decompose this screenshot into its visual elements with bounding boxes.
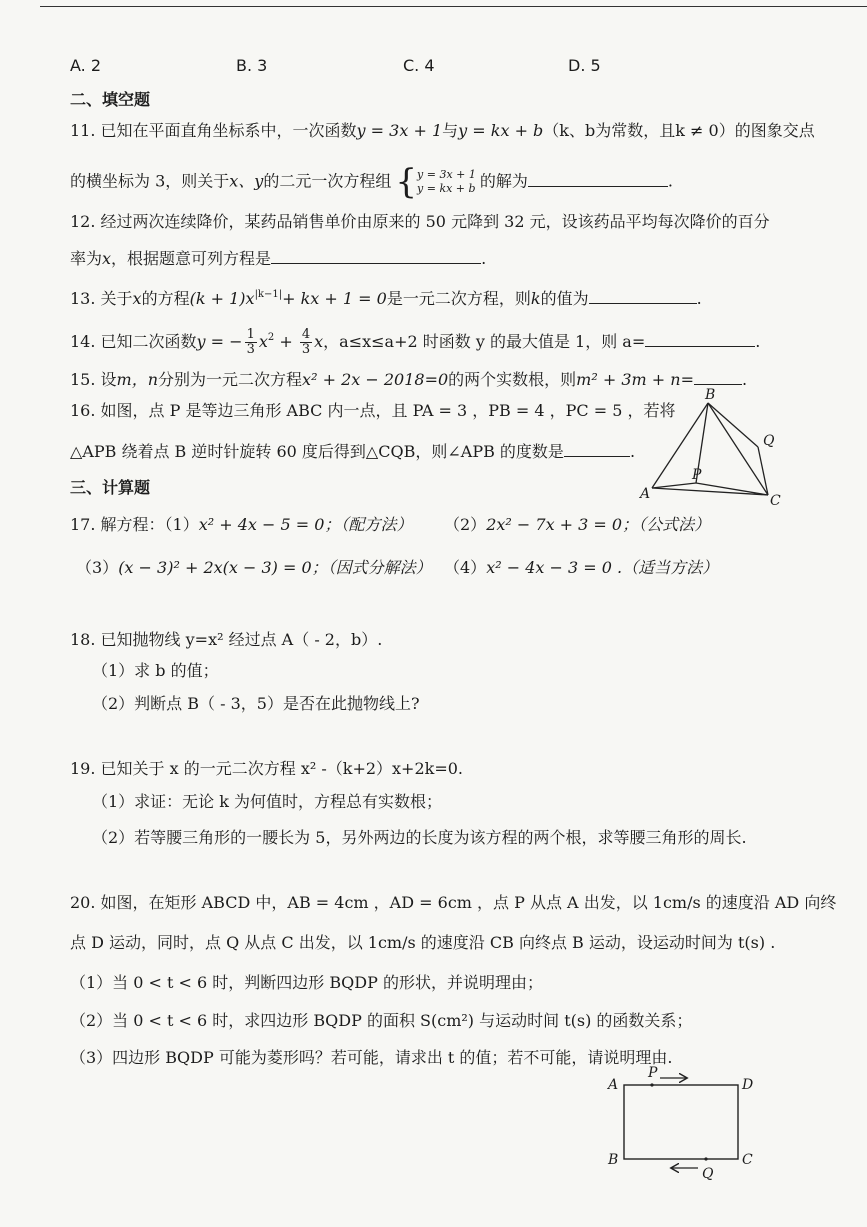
section-calc-title: 三、计算题	[70, 478, 151, 497]
q17-part3-label: （3）	[76, 558, 119, 577]
q18-line3: （2）判断点 B（ - 3，5）是否在此抛物线上?	[92, 694, 420, 713]
choice-d: D. 5	[568, 56, 601, 75]
q19-line3: （2）若等腰三角形的一腰长为 5，另外两边的长度为该方程的两个根，求等腰三角形的周长.	[92, 828, 747, 847]
q15-end: .	[741, 370, 748, 389]
q17-part1: x² + 4x − 5 = 0；（配方法）	[198, 515, 413, 534]
q13-text-b: 的方程	[141, 289, 190, 308]
q14-text-a: 14. 已知二次函数	[70, 332, 197, 351]
q14-x: x	[314, 332, 324, 351]
label-c: C	[742, 1152, 753, 1168]
q15-text-b: 分别为一元二次方程	[158, 370, 303, 389]
q14-y: y = −	[196, 332, 243, 351]
label-c: C	[770, 493, 781, 509]
q14-end: .	[755, 332, 761, 351]
label-q: Q	[702, 1166, 714, 1182]
q11-f2: y = kx + b	[458, 121, 544, 140]
q12-var: x	[102, 249, 112, 268]
label-q: Q	[763, 433, 775, 449]
label-a: A	[608, 1077, 619, 1093]
q17-part3	[76, 558, 432, 578]
q14-frac1-num: 1	[246, 327, 255, 342]
label-a: A	[640, 486, 651, 502]
q11-text-d: 的二元一次方程组	[263, 171, 392, 191]
label-b: B	[705, 387, 716, 403]
q11-line1	[70, 121, 815, 141]
q18-line1: 18. 已知抛物线 y=x² 经过点 A（ - 2，b）.	[70, 630, 383, 649]
q17-head: 17. 解方程：（1）	[70, 515, 199, 534]
q14-frac2-den: 3	[301, 342, 311, 357]
section-fill-title: 二、填空题	[70, 90, 151, 109]
q17-part4	[444, 558, 718, 578]
q13-text-c: 是一元二次方程，则	[386, 289, 531, 308]
choice-b: B. 3	[236, 56, 268, 75]
q14-frac2-num: 4	[301, 327, 311, 342]
q14-frac1-den: 3	[246, 342, 255, 357]
q13-text-a: 13. 关于	[70, 289, 133, 308]
q13-end: .	[696, 289, 702, 308]
q12-end: .	[481, 249, 487, 268]
q16-answer-blank[interactable]	[564, 440, 630, 457]
q14-frac2	[300, 328, 312, 357]
top-border	[40, 6, 867, 7]
label-p: P	[648, 1065, 658, 1081]
q11-mid: 与	[442, 121, 459, 140]
q12-line2	[70, 247, 486, 269]
q16-line2	[70, 440, 635, 462]
q20-line4: （2）当 0 < t < 6 时，求四边形 BQDP 的面积 S(cm²) 与运动时间 t(s) 的函数关系；	[70, 1011, 693, 1030]
q15-text-a: 15. 设	[70, 370, 117, 389]
q11-end: .	[667, 171, 673, 191]
point-q	[704, 1157, 707, 1160]
q14-plus: +	[274, 332, 298, 351]
q19-line1: 19. 已知关于 x 的一元二次方程 x² -（k+2）x+2k=0.	[70, 759, 464, 778]
q20-figure	[600, 1065, 770, 1185]
q17-part2-label: （2）	[444, 515, 487, 534]
q14-x2: x	[258, 332, 268, 351]
q13-exponent: |k−1|	[254, 289, 283, 300]
label-b: B	[608, 1152, 619, 1168]
q11-text-a: 11. 已知在平面直角坐标系中，一次函数	[70, 121, 357, 140]
q11-f1: y = 3x + 1	[356, 121, 443, 140]
q13-text-d: 的值为	[540, 289, 589, 308]
edge-pa	[652, 483, 696, 488]
q11-text-b: （k、b为常数，且k ≠ 0）的图象交点	[543, 121, 815, 140]
q15-equation: x² + 2x − 2018=0	[302, 370, 449, 389]
q11-text-c: 的横坐标为 3，则关于	[70, 171, 230, 191]
q16-text: △APB 绕着点 B 逆时针旋转 60 度后得到△CQB，则∠APB 的度数是	[70, 442, 564, 461]
q12-answer-blank[interactable]	[271, 247, 481, 264]
q16-line1: 16. 如图，点 P 是等边三角形 ABC 内一点，且 PA = 3 ，PB = 4 ，PC = 5 ，若将	[70, 401, 676, 420]
q11-line2	[70, 162, 673, 202]
q14-answer-blank[interactable]	[645, 330, 755, 347]
q19-line2: （1）求证：无论 k 为何值时，方程总有实数根；	[92, 792, 443, 811]
q12-text-b: ，根据题意可列方程是	[111, 249, 272, 268]
rectangle-abcd	[624, 1085, 738, 1159]
point-p	[650, 1083, 653, 1086]
q11-equation-system: { y = 3x + 1 y = kx + b	[395, 162, 476, 202]
q17-part4-text: x² − 4x − 3 = 0 .（适当方法）	[486, 558, 719, 577]
q18-line2: （1）求 b 的值；	[92, 661, 219, 680]
q17-part2-text: 2x² − 7x + 3 = 0；（公式法）	[486, 515, 711, 534]
q20-line5: （3）四边形 BQDP 可能为菱形吗？若可能，请求出 t 的值；若不可能，请说明理由.	[70, 1048, 673, 1067]
q11-sys-eq2: y = kx + b	[417, 182, 476, 195]
q13-eq1: (k + 1)x	[189, 289, 255, 308]
q20-line3: （1）当 0 < t < 6 时，判断四边形 BQDP 的形状，并说明理由；	[70, 973, 543, 992]
q16-end: .	[629, 442, 636, 461]
q13-k: k	[530, 289, 541, 308]
q14-condition: ，a≤x≤a+2 时函数 y 的最大值是 1，则 a=	[323, 332, 646, 351]
q13-line	[70, 287, 702, 312]
q13-answer-blank[interactable]	[589, 287, 697, 304]
q11-answer-blank[interactable]	[528, 170, 668, 187]
choice-a: A. 2	[70, 56, 102, 75]
q16-figure	[630, 385, 790, 510]
q14-frac1	[245, 328, 257, 357]
q11-sys-eq1: y = 3x + 1	[417, 168, 476, 181]
q12-text-a: 率为	[70, 249, 103, 268]
q14-line	[70, 328, 760, 357]
q15-answer-blank[interactable]	[694, 368, 742, 385]
q17-part3-text: (x − 3)² + 2x(x − 3) = 0；（因式分解法）	[118, 558, 432, 577]
q13-x: x	[132, 289, 142, 308]
q14-square: 2	[267, 332, 275, 343]
q15-expr: m² + 3m + n=	[576, 370, 694, 389]
label-d: D	[742, 1077, 754, 1093]
q17-line1	[70, 515, 412, 535]
q11-text-e: 的解为	[479, 171, 528, 191]
q13-eq2: + kx + 1 = 0	[282, 289, 387, 308]
q11-xy: x、y	[229, 171, 264, 191]
q20-line1: 20. 如图，在矩形 ABCD 中，AB = 4cm ，AD = 6cm ，点 P 从点 A 出发，以 1cm/s 的速度沿 AD 向终	[70, 893, 837, 912]
q20-line2: 点 D 运动，同时，点 Q 从点 C 出发，以 1cm/s 的速度沿 CB 向终点 B 运动，设运动时间为 t(s) .	[70, 933, 776, 952]
q17-part4-label: （4）	[444, 558, 487, 577]
q17-part2	[444, 515, 710, 535]
q15-text-c: 的两个实数根，则	[448, 370, 577, 389]
q12-line1: 12. 经过两次连续降价，某药品销售单价由原来的 50 元降到 32 元，设该药品平均每次降价的百分	[70, 212, 770, 231]
q15-mn: m，n	[116, 370, 159, 389]
choice-c: C. 4	[403, 56, 435, 75]
label-p: P	[692, 467, 702, 483]
